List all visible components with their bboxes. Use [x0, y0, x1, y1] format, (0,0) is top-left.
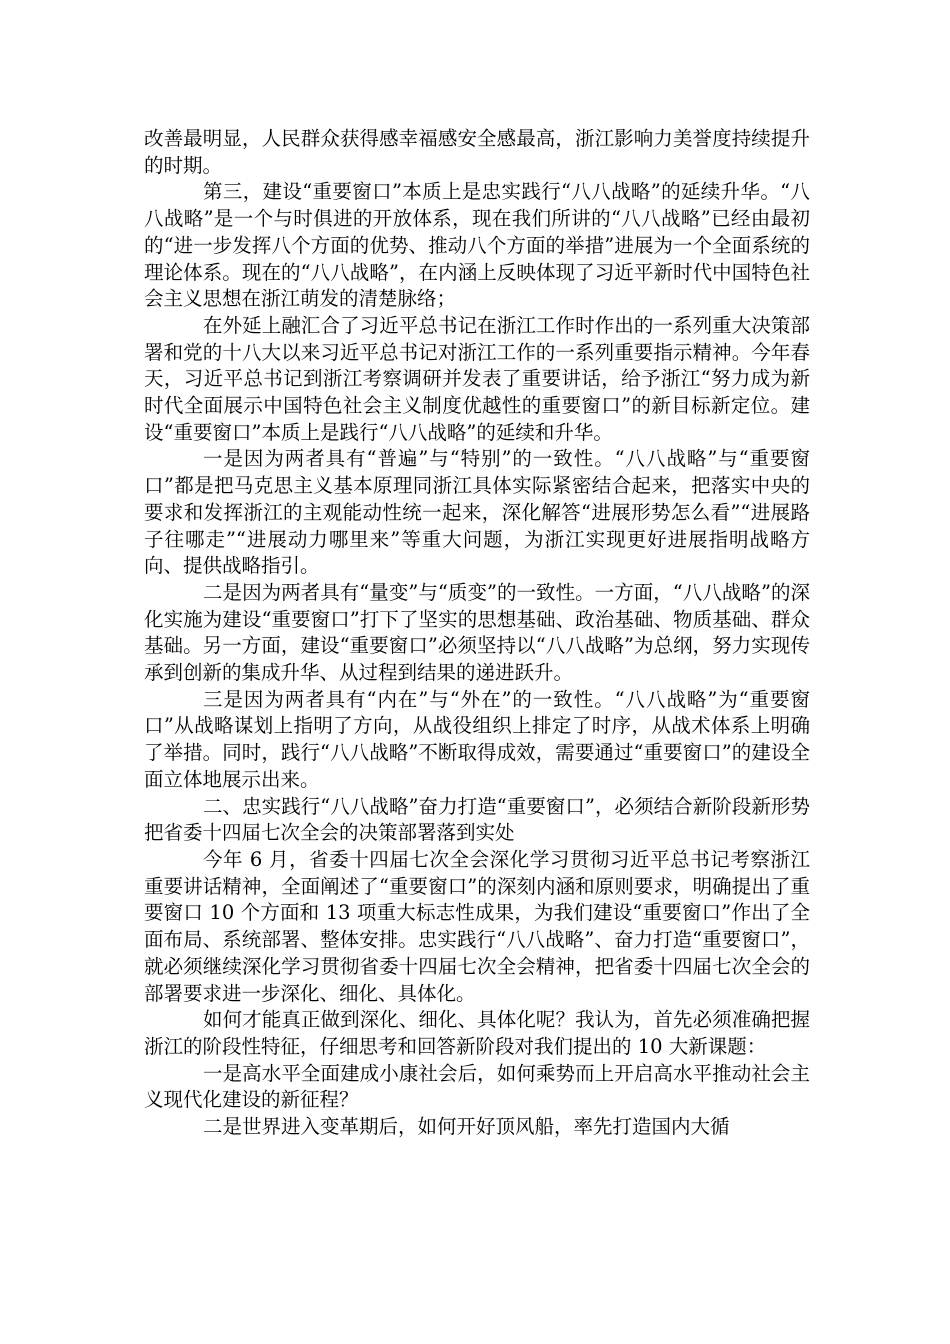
paragraph-6: 三是因为两者具有“内在”与“外在”的一致性。“八八战略”为“重要窗口”从战略谋划上指明了方向，从战役组织上排定了时序，从战术体系上明确了举措。同时，践行“八八战略”不断取得成效，需要通过“重要窗口”的建设全面立体地展示出来。 [144, 687, 810, 791]
paragraph-1: 改善最明显，人民群众获得感幸福感安全感最高，浙江影响力美誉度持续提升的时期。 [144, 127, 810, 177]
section-heading: 二、忠实践行“八八战略”奋力打造“重要窗口”，必须结合新阶段新形势把省委十四届七次全会的决策部署落到实处 [144, 794, 810, 845]
paragraph-11: 二是世界进入变革期后，如何开好顶风船，率先打造国内大循 [203, 1115, 730, 1139]
paragraph-8: 今年 6 月，省委十四届七次全会深化学习贯彻习近平总书记考察浙江重要讲话精神，全面阐述了“重要窗口”的深刻内涵和原则要求，明确提出了重要窗口 10 个方面和 13 项重大标志性成果，为我们建设“重要窗口”作出了全面布局、系统部署、整体安排。忠实践行“八八战略”、奋力打造“重要窗口”，就必须继续深化学习贯彻省委十四届七次全会精神，把省委十四届七次全会的部署要求进一步深化、细化、具体化。 [144, 847, 810, 1005]
paragraph-3: 在外延上融汇合了习近平总书记在浙江工作时作出的一系列重大决策部署和党的十八大以来习近平总书记对浙江工作的一系列重要指示精神。今年春天，习近平总书记到浙江考察调研并发表了重要讲话，给予浙江“努力成为新时代全面展示中国特色社会主义制度优越性的重要窗口”的新目标新定位。建设“重要窗口”本质上是践行“八八战略”的延续和升华。 [144, 313, 810, 444]
paragraph-2: 第三，建设“重要窗口”本质上是忠实践行“八八战略”的延续升华。“八八战略”是一个与时俱进的开放体系，现在我们所讲的“八八战略”已经由最初的“进一步发挥八个方面的优势、推动八个方面的举措”进展为一个全面系统的理论体系。现在的“八八战略”，在内涵上反映体现了习近平新时代中国特色社会主义思想在浙江萌发的清楚脉络； [144, 180, 810, 311]
paragraph-9: 如何才能真正做到深化、细化、具体化呢？我认为，首先必须准确把握浙江的阶段性特征，仔细思考和回答新阶段对我们提出的 10 大新课题： [144, 1008, 810, 1058]
paragraph-4: 一是因为两者具有“普遍”与“特别”的一致性。“八八战略”与“重要窗口”都是把马克思主义基本原理同浙江具体实际紧密结合起来，把落实中央的要求和发挥浙江的主观能动性统一起来，深化解答“进展形势怎么看”“进展路子往哪走”“进展动力哪里来”等重大问题，为浙江实现更好进展指明战略方向、提供战略指引。 [144, 447, 810, 578]
paragraph-5: 二是因为两者具有“量变”与“质变”的一致性。一方面，“八八战略”的深化实施为建设“重要窗口”打下了坚实的思想基础、政治基础、物质基础、群众基础。另一方面，建设“重要窗口”必须坚持以“八八战略”为总纲，努力实现传承到创新的集成升华、从过程到结果的递进跃升。 [144, 580, 810, 685]
document-body [144, 126, 810, 1141]
paragraph-10: 一是高水平全面建成小康社会后，如何乘势而上开启高水平推动社会主义现代化建设的新征程？ [144, 1061, 810, 1112]
